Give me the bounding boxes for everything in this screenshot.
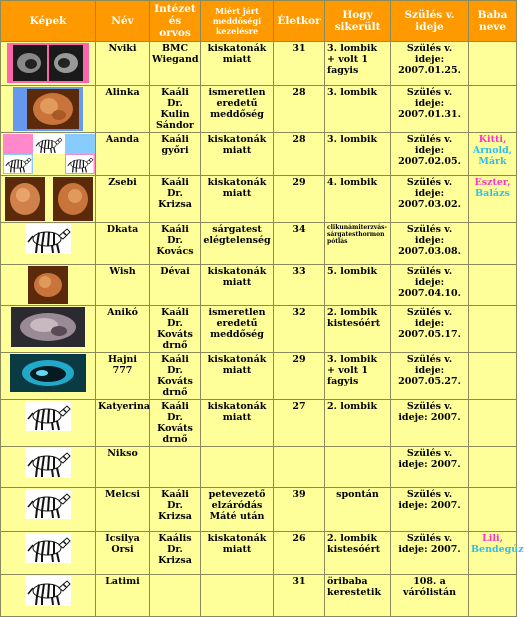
cell-szules: Szülés v. ideje: 2007.05.27. [391, 353, 469, 400]
cell-intezet [150, 575, 201, 617]
cell-eletkor: 39 [274, 488, 325, 532]
row-image [1, 133, 96, 176]
cell-intezet: Kaális Dr. Krizsa [150, 532, 201, 575]
cell-miert: kiskatonák miatt [201, 400, 274, 447]
cell-intezet: BMC Wiegand [150, 42, 201, 86]
baby-name: Márk [478, 156, 507, 167]
cell-baba [469, 133, 517, 176]
cell-eletkor: 33 [274, 265, 325, 306]
cell-hogy: 3. lombik [325, 133, 391, 176]
baby-name: Arnold, [472, 145, 513, 156]
cell-eletkor: 31 [274, 575, 325, 617]
cell-intezet: Kaáli győri [150, 133, 201, 176]
cell-hogy [325, 447, 391, 488]
cell-baba [469, 176, 517, 223]
cell-miert: kiskatonák miatt [201, 353, 274, 400]
cell-miert [201, 575, 274, 617]
zebra-icon [25, 401, 71, 431]
cell-szules: Szülés v. ideje: 2007. [391, 400, 469, 447]
cell-baba [469, 223, 517, 265]
cell-eletkor: 26 [274, 532, 325, 575]
cell-miert: kiskatonák miatt [201, 42, 274, 86]
row-image [1, 265, 96, 306]
cell-nev: Aanda [96, 133, 150, 176]
cell-szules: 108. a várólistán [391, 575, 469, 617]
cell-eletkor: 28 [274, 133, 325, 176]
cell-baba [469, 532, 524, 575]
cell-nev: Nviki [96, 42, 150, 86]
zebra-triplet-icon [3, 134, 95, 174]
cell-intezet: Kaáli Dr. Kováts drnő [150, 306, 201, 353]
cell-intezet: Kaáli Dr. Kováts drnő [150, 353, 201, 400]
cell-nev: Alinka [96, 86, 150, 133]
row-image [1, 575, 96, 617]
cell-nev: Melcsi [96, 488, 150, 532]
cell-hogy: 3. lombik [325, 86, 391, 133]
cell-hogy: 5. lombik [325, 265, 391, 306]
baby-name: Eszter, [474, 177, 511, 188]
table-row [1, 575, 517, 617]
cell-miert: kiskatonák miatt [201, 265, 274, 306]
cell-intezet: Kaáli Dr. Kulin Sándor [150, 86, 201, 133]
row-image [1, 488, 96, 532]
cell-baba [469, 306, 517, 353]
table-row [1, 400, 517, 447]
cell-miert [201, 447, 274, 488]
cell-miert: ismeretlen eredetű meddőség [201, 86, 274, 133]
cell-hogy: spontán [325, 488, 391, 532]
table-row [1, 86, 517, 133]
table-row [1, 42, 517, 86]
cell-hogy: öribaba kerestetik [325, 575, 391, 617]
cell-szules: Szülés v. ideje: 2007. [391, 532, 469, 575]
cell-hogy: 4. lombik [325, 176, 391, 223]
cell-baba [469, 400, 517, 447]
row-image [1, 42, 96, 86]
header-eletkor: Életkor [274, 1, 325, 42]
3d-ultrasound-icon [28, 266, 68, 304]
zebra-icon [25, 448, 71, 478]
cell-intezet [150, 447, 201, 488]
cell-nev: Nikso [96, 447, 150, 488]
row-image [1, 86, 96, 133]
cell-eletkor: 31 [274, 42, 325, 86]
zebra-icon [25, 576, 71, 606]
cell-szules: Szülés v. ideje: 2007. [391, 488, 469, 532]
header-szules: Szülés v. ideje [391, 1, 469, 42]
cell-nev: Icsilya Orsi [96, 532, 150, 575]
cell-szules: Szülés v. ideje: 2007.01.25. [391, 42, 469, 86]
table-row [1, 306, 517, 353]
cell-nev: Hajni 777 [96, 353, 150, 400]
cell-eletkor: 34 [274, 223, 325, 265]
cell-baba [469, 488, 517, 532]
table-row [1, 265, 517, 306]
cell-nev: Latimi [96, 575, 150, 617]
baby-name: Balázs [475, 188, 510, 199]
cell-szules: Szülés v. ideje: 2007. [391, 447, 469, 488]
row-image [1, 400, 96, 447]
3d-ultrasound-icon [13, 87, 83, 131]
cell-hogy: clikunámiterzvás-sárgatesthormon pótlás [325, 223, 391, 265]
cell-nev: Anikó [96, 306, 150, 353]
table-row [1, 133, 517, 176]
cell-hogy: 3. lombik + volt 1 fagyis [325, 353, 391, 400]
cell-eletkor: 29 [274, 353, 325, 400]
table-row [1, 223, 517, 265]
cell-miert: kiskatonák miatt [201, 133, 274, 176]
cell-baba [469, 265, 517, 306]
cell-eletkor: 28 [274, 86, 325, 133]
cell-baba [469, 575, 517, 617]
cell-baba [469, 447, 517, 488]
cell-nev: Katyerina [96, 400, 150, 447]
cell-intezet: Kaáli Dr. Kováts drnő [150, 400, 201, 447]
cell-baba [469, 353, 517, 400]
table-row [1, 532, 517, 575]
row-image [1, 223, 96, 265]
cell-intezet: Dévai [150, 265, 201, 306]
cell-hogy: 3. lombik + volt 1 fagyis [325, 42, 391, 86]
header-intezet: Intézet és orvos [150, 1, 201, 42]
cell-szules: Szülés v. ideje: 2007.03.08. [391, 223, 469, 265]
row-image [1, 176, 96, 223]
cell-miert: kiskatonák miatt [201, 176, 274, 223]
cell-nev: Dkata [96, 223, 150, 265]
zebra-icon [25, 489, 71, 519]
table-row [1, 353, 517, 400]
row-image [1, 447, 96, 488]
cell-miert: petevezető elzáródás Máté után [201, 488, 274, 532]
row-image [1, 353, 96, 400]
header-baba: Baba neve [469, 1, 517, 42]
table-row [1, 176, 517, 223]
cell-szules: Szülés v. ideje: 2007.03.02. [391, 176, 469, 223]
table-row [1, 447, 517, 488]
row-image [1, 532, 96, 575]
cell-hogy: 2. lombik kistesóért [325, 532, 391, 575]
cell-szules: Szülés v. ideje: 2007.01.31. [391, 86, 469, 133]
baby-name: Bendegúz [471, 544, 524, 555]
cell-hogy: 2. lombik kistesóért [325, 306, 391, 353]
cell-szules: Szülés v. ideje: 2007.05.17. [391, 306, 469, 353]
zebra-icon [25, 533, 71, 563]
cell-intezet: Kaáli Dr. Kovács [150, 223, 201, 265]
cell-baba [469, 86, 517, 133]
cell-eletkor: 29 [274, 176, 325, 223]
cell-eletkor: 32 [274, 306, 325, 353]
cell-szules: Szülés v. ideje: 2007.04.10. [391, 265, 469, 306]
cell-hogy: 2. lombik [325, 400, 391, 447]
table-row [1, 488, 517, 532]
cell-baba [469, 42, 517, 86]
header-hogy: Hogy sikerült [325, 1, 391, 42]
header-row [1, 1, 517, 42]
cell-miert: kiskatonák miatt [201, 532, 274, 575]
3d-ultrasound-pair-icon [3, 177, 95, 221]
cell-intezet: Kaáli Dr. Krizsa [150, 488, 201, 532]
baby-name: Kitti, [478, 134, 507, 145]
header-kepek: Képek [1, 1, 96, 42]
cell-eletkor [274, 447, 325, 488]
ultrasound-blue-icon [10, 354, 86, 392]
ultrasound-icon [11, 307, 85, 347]
cell-nev: Wish [96, 265, 150, 306]
cell-nev: Zsebi [96, 176, 150, 223]
header-nev: Név [96, 1, 150, 42]
ultrasound-pair-icon [7, 43, 89, 83]
cell-szules: Szülés v. ideje: 2007.02.05. [391, 133, 469, 176]
row-image [1, 306, 96, 353]
zebra-icon [25, 224, 71, 254]
cell-eletkor: 27 [274, 400, 325, 447]
cell-intezet: Kaáli Dr. Krizsa [150, 176, 201, 223]
cell-miert: ismeretlen eredetű meddőség [201, 306, 274, 353]
baby-name: Lili, [482, 533, 503, 544]
cell-miert: sárgatest elégtelenség [201, 223, 274, 265]
header-miert: Miért járt meddőségi kezelésre [201, 1, 274, 42]
